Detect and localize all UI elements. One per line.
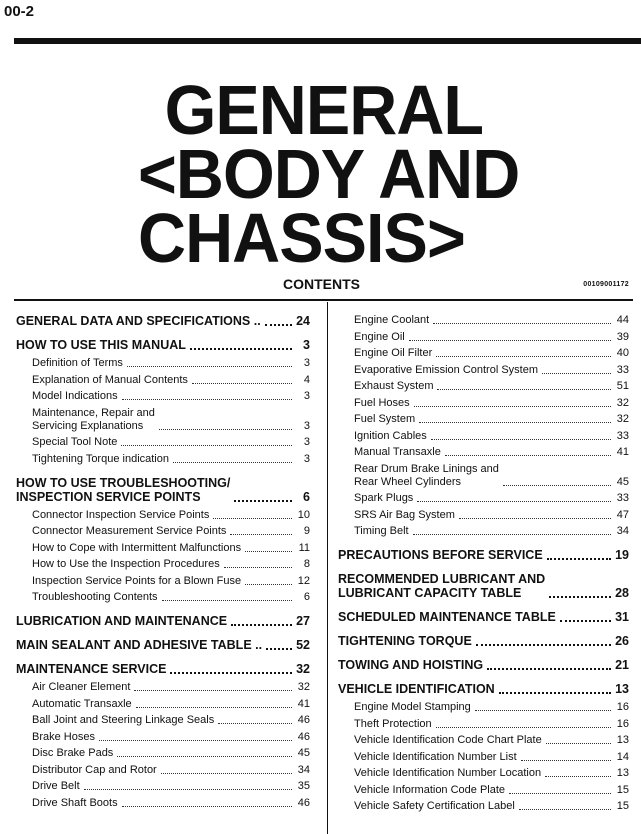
toc-entry-label: Vehicle Identification Number List	[354, 750, 517, 763]
toc-section-entry[interactable]	[338, 572, 629, 600]
toc-entry[interactable]	[16, 698, 310, 711]
toc-section-entry[interactable]	[16, 638, 310, 652]
toc-section-entry[interactable]	[16, 662, 310, 676]
toc-page-number: 40	[616, 347, 629, 359]
toc-entry-label: Engine Oil	[354, 330, 405, 343]
document-code: 00109001172	[583, 281, 629, 288]
page-number: 00-2	[4, 3, 35, 20]
toc-page-number: 47	[616, 508, 629, 521]
dot-leader	[230, 534, 292, 535]
toc-entry-label: Tightening Torque indication	[32, 452, 169, 465]
contents-left-column	[16, 314, 310, 813]
toc-entry-label: Disc Brake Pads	[32, 747, 114, 759]
toc-entry-label: Vehicle Identification Code Chart Plate	[354, 734, 542, 746]
contents-divider	[14, 299, 633, 301]
dot-leader	[542, 373, 611, 374]
toc-page-number: 44	[616, 314, 629, 326]
toc-page-number: 16	[616, 717, 629, 730]
toc-entry[interactable]	[338, 331, 629, 344]
toc-entry-label: Exhaust System	[354, 380, 434, 392]
dot-leader	[265, 324, 292, 326]
toc-entry-label: Ball Joint and Steering Linkage Seals	[32, 714, 215, 726]
dot-leader	[122, 806, 292, 807]
toc-entry-label: MAINTENANCE SERVICE	[16, 662, 167, 676]
toc-entry-label: Connector Inspection Service Points	[32, 508, 210, 521]
toc-entry-label: How to Use the Inspection Procedures	[32, 558, 220, 570]
dot-leader	[437, 389, 611, 390]
toc-entry-label: Engine Coolant	[354, 314, 430, 326]
toc-entry[interactable]	[16, 747, 310, 760]
contents-right-column	[338, 314, 629, 817]
toc-entry[interactable]	[16, 764, 310, 777]
dot-leader	[409, 340, 611, 341]
toc-page-number: 27	[296, 614, 310, 628]
toc-entry[interactable]	[338, 380, 629, 393]
dot-leader	[245, 584, 292, 585]
toc-page-number: 32	[297, 681, 310, 693]
dot-leader	[546, 743, 611, 744]
dot-leader	[134, 690, 292, 691]
top-rule	[14, 38, 641, 44]
toc-page-number: 16	[616, 701, 629, 713]
dot-leader	[436, 727, 611, 728]
dot-leader	[503, 485, 611, 486]
toc-page-number: 41	[297, 697, 310, 710]
column-divider	[327, 302, 328, 834]
toc-page-number: 26	[615, 634, 629, 648]
toc-page-number: 33	[616, 492, 629, 504]
toc-entry-label: TOWING AND HOISTING	[338, 658, 484, 672]
dot-leader	[127, 366, 292, 367]
dot-leader	[84, 789, 292, 790]
dot-leader	[224, 567, 292, 568]
toc-entry-label: Timing Belt	[354, 525, 409, 537]
toc-page-number: 35	[297, 780, 310, 792]
toc-entry-label: MAIN SEALANT AND ADHESIVE TABLE ..	[16, 638, 263, 652]
dot-leader	[170, 672, 292, 674]
dot-leader	[245, 551, 292, 552]
toc-page-number: 45	[616, 475, 629, 488]
dot-leader	[521, 760, 611, 761]
toc-entry[interactable]	[16, 714, 310, 727]
toc-section-entry[interactable]	[16, 338, 310, 352]
toc-section-entry[interactable]	[16, 614, 310, 628]
toc-entry[interactable]	[338, 701, 629, 714]
dot-leader	[162, 600, 292, 601]
toc-entry-label: LUBRICATION AND MAINTENANCE	[16, 614, 228, 628]
dot-leader	[117, 756, 292, 757]
toc-entry-label: Fuel System	[354, 413, 416, 425]
toc-entry-label: Explanation of Manual Contents	[32, 373, 188, 386]
toc-page-number: 13	[616, 767, 629, 779]
toc-entry[interactable]	[16, 575, 310, 588]
toc-entry-label: Spark Plugs	[354, 492, 414, 504]
toc-entry[interactable]	[338, 364, 629, 377]
toc-entry-label: Definition of Terms	[32, 357, 123, 369]
toc-section-entry[interactable]	[338, 610, 629, 624]
title-line-3: CHASSIS>	[138, 199, 465, 277]
toc-page-number: 6	[303, 489, 310, 504]
toc-page-number: 6	[303, 591, 310, 603]
toc-page-number: 31	[615, 610, 629, 624]
toc-entry[interactable]	[338, 347, 629, 360]
dot-leader	[436, 356, 611, 357]
toc-entry-label: Vehicle Safety Certification Label	[354, 800, 515, 812]
toc-page-number: 32	[616, 396, 629, 409]
dot-leader	[475, 710, 611, 711]
toc-page-number: 32	[296, 662, 310, 676]
toc-entry[interactable]	[338, 446, 629, 459]
toc-page-number: 8	[303, 558, 310, 570]
dot-leader	[509, 793, 611, 794]
dot-leader	[445, 455, 611, 456]
toc-page-number: 13	[616, 734, 629, 746]
toc-entry[interactable]	[16, 407, 310, 433]
toc-page-number: 15	[616, 800, 629, 812]
toc-page-number: 19	[615, 548, 629, 562]
dot-leader	[190, 348, 292, 350]
dot-leader	[213, 518, 292, 519]
toc-entry[interactable]	[338, 413, 629, 426]
dot-leader	[161, 773, 292, 774]
dot-leader	[218, 723, 292, 724]
toc-entry[interactable]	[338, 734, 629, 747]
toc-page-number: 28	[615, 586, 629, 600]
dot-leader	[414, 406, 611, 407]
dot-leader	[99, 740, 292, 741]
toc-page-number: 45	[297, 747, 310, 759]
toc-entry-label: TIGHTENING TORQUE	[338, 634, 472, 648]
toc-entry[interactable]	[16, 797, 310, 810]
dot-leader	[519, 809, 611, 810]
dot-leader	[136, 707, 292, 708]
toc-entry[interactable]	[338, 751, 629, 764]
toc-entry-label: How to Cope with Intermittent Malfunctions	[32, 541, 242, 554]
dot-leader	[231, 624, 292, 626]
toc-page-number: 52	[296, 638, 310, 652]
toc-page-number: 34	[616, 525, 629, 537]
toc-entry[interactable]	[338, 767, 629, 780]
toc-page-number: 3	[303, 452, 310, 465]
toc-section-entry[interactable]	[16, 476, 310, 504]
toc-page-number: 3	[303, 419, 310, 432]
toc-entry[interactable]	[338, 397, 629, 410]
toc-entry-label: RECOMMENDED LUBRICANT AND LUBRICANT CAPACITY TABLE	[338, 572, 546, 600]
toc-page-number: 15	[616, 783, 629, 796]
toc-entry-label: Theft Protection	[354, 717, 432, 730]
toc-entry-label: Engine Model Stamping	[354, 701, 471, 713]
toc-page-number: 3	[303, 338, 310, 352]
toc-entry[interactable]	[338, 800, 629, 813]
dot-leader	[433, 323, 611, 324]
chapter-title	[138, 71, 598, 277]
dot-leader	[122, 399, 292, 400]
toc-section-entry[interactable]	[338, 634, 629, 648]
toc-entry-label: Vehicle Identification Number Location	[354, 767, 542, 779]
toc-entry[interactable]	[16, 780, 310, 793]
toc-entry-label: PRECAUTIONS BEFORE SERVICE	[338, 548, 543, 562]
toc-page-number: 41	[616, 446, 629, 458]
toc-entry[interactable]	[16, 374, 310, 387]
toc-page-number: 24	[296, 314, 310, 328]
toc-entry-label: SCHEDULED MAINTENANCE TABLE	[338, 610, 556, 624]
toc-entry[interactable]	[338, 430, 629, 443]
toc-section-entry[interactable]	[338, 682, 629, 696]
toc-page-number: 21	[615, 658, 629, 672]
toc-page-number: 46	[297, 730, 310, 743]
dot-leader	[419, 422, 611, 423]
toc-entry[interactable]	[338, 463, 629, 489]
toc-page-number: 33	[616, 363, 629, 376]
toc-entry-label: Automatic Transaxle	[32, 697, 132, 710]
toc-entry-label: HOW TO USE TROUBLESHOOTING/ INSPECTION SERVICE POINTS	[16, 475, 231, 504]
toc-entry-label: Brake Hoses	[32, 730, 95, 743]
toc-entry-label: Engine Oil Filter	[354, 347, 433, 359]
dot-leader	[476, 644, 611, 646]
toc-entry[interactable]	[338, 718, 629, 731]
dot-leader	[266, 648, 292, 650]
toc-entry-label: Inspection Service Points for a Blown Fuse	[32, 574, 242, 587]
toc-page-number: 39	[616, 330, 629, 343]
toc-page-number: 46	[297, 714, 310, 726]
toc-entry-label: Drive Belt	[32, 780, 80, 792]
toc-entry[interactable]	[16, 558, 310, 571]
toc-entry[interactable]	[16, 525, 310, 538]
toc-page-number: 32	[616, 413, 629, 425]
toc-entry-label: Distributor Cap and Rotor	[32, 763, 157, 776]
dot-leader	[431, 439, 611, 440]
toc-entry-label: Ignition Cables	[354, 429, 427, 442]
toc-page-number: 34	[297, 763, 310, 776]
toc-entry[interactable]	[16, 542, 310, 555]
toc-entry-label: GENERAL DATA AND SPECIFICATIONS ..	[16, 314, 261, 328]
dot-leader	[234, 500, 292, 502]
toc-entry-label: SRS Air Bag System	[354, 508, 455, 521]
toc-entry[interactable]	[338, 492, 629, 505]
toc-entry[interactable]	[16, 453, 310, 466]
toc-page-number: 10	[297, 508, 310, 521]
toc-section-entry[interactable]	[338, 658, 629, 672]
toc-entry[interactable]	[16, 591, 310, 604]
toc-page-number: 3	[303, 436, 310, 448]
toc-page-number: 51	[616, 380, 629, 392]
toc-entry-label: Special Tool Note	[32, 436, 118, 448]
toc-entry-label: Air Cleaner Element	[32, 681, 131, 693]
toc-page-number: 14	[616, 750, 629, 763]
title-line-1: GENERAL	[164, 71, 484, 149]
toc-entry[interactable]	[16, 509, 310, 522]
toc-page-number: 9	[303, 525, 310, 537]
toc-entry[interactable]	[16, 390, 310, 403]
toc-entry[interactable]	[338, 509, 629, 522]
toc-page-number: 3	[303, 390, 310, 402]
toc-entry[interactable]	[16, 731, 310, 744]
toc-section-entry[interactable]	[338, 548, 629, 562]
toc-page-number: 13	[615, 682, 629, 696]
toc-section-entry[interactable]	[16, 314, 310, 328]
toc-page-number: 12	[297, 574, 310, 587]
dot-leader	[459, 518, 611, 519]
title-line-2: <BODY AND	[138, 135, 520, 213]
toc-page-number: 3	[303, 357, 310, 369]
toc-entry[interactable]	[338, 314, 629, 327]
toc-entry[interactable]	[16, 357, 310, 370]
toc-page-number: 33	[616, 429, 629, 442]
dot-leader	[121, 445, 292, 446]
toc-page-number: 11	[298, 541, 310, 554]
toc-entry[interactable]	[16, 681, 310, 694]
dot-leader	[547, 558, 611, 560]
toc-entry-label: Fuel Hoses	[354, 396, 410, 409]
dot-leader	[499, 692, 611, 694]
toc-entry-label: Vehicle Information Code Plate	[354, 783, 506, 796]
contents-heading: CONTENTS	[283, 276, 360, 292]
toc-entry-label: HOW TO USE THIS MANUAL	[16, 338, 186, 352]
dot-leader	[549, 596, 611, 598]
toc-entry-label: Model Indications	[32, 390, 118, 402]
dot-leader	[487, 668, 611, 670]
dot-leader	[545, 776, 611, 777]
toc-entry-label: Manual Transaxle	[354, 446, 441, 458]
toc-entry-label: Connector Measurement Service Points	[32, 525, 227, 537]
toc-page-number: 4	[303, 373, 310, 386]
dot-leader	[417, 501, 611, 502]
toc-entry[interactable]	[338, 525, 629, 538]
toc-entry-label: VEHICLE IDENTIFICATION	[338, 682, 495, 696]
dot-leader	[560, 620, 611, 622]
toc-entry-label: Rear Drum Brake Linings and Rear Wheel Cylinders	[354, 462, 499, 488]
dot-leader	[413, 534, 611, 535]
toc-entry-label: Evaporative Emission Control System	[354, 363, 539, 376]
toc-entry[interactable]	[338, 784, 629, 797]
dot-leader	[159, 429, 292, 430]
toc-page-number: 46	[297, 796, 310, 809]
dot-leader	[173, 462, 292, 463]
toc-entry-label: Maintenance, Repair and Servicing Explanations	[32, 406, 155, 432]
dot-leader	[192, 383, 292, 384]
toc-entry-label: Drive Shaft Boots	[32, 796, 118, 809]
toc-entry[interactable]	[16, 436, 310, 449]
toc-entry-label: Troubleshooting Contents	[32, 591, 158, 603]
